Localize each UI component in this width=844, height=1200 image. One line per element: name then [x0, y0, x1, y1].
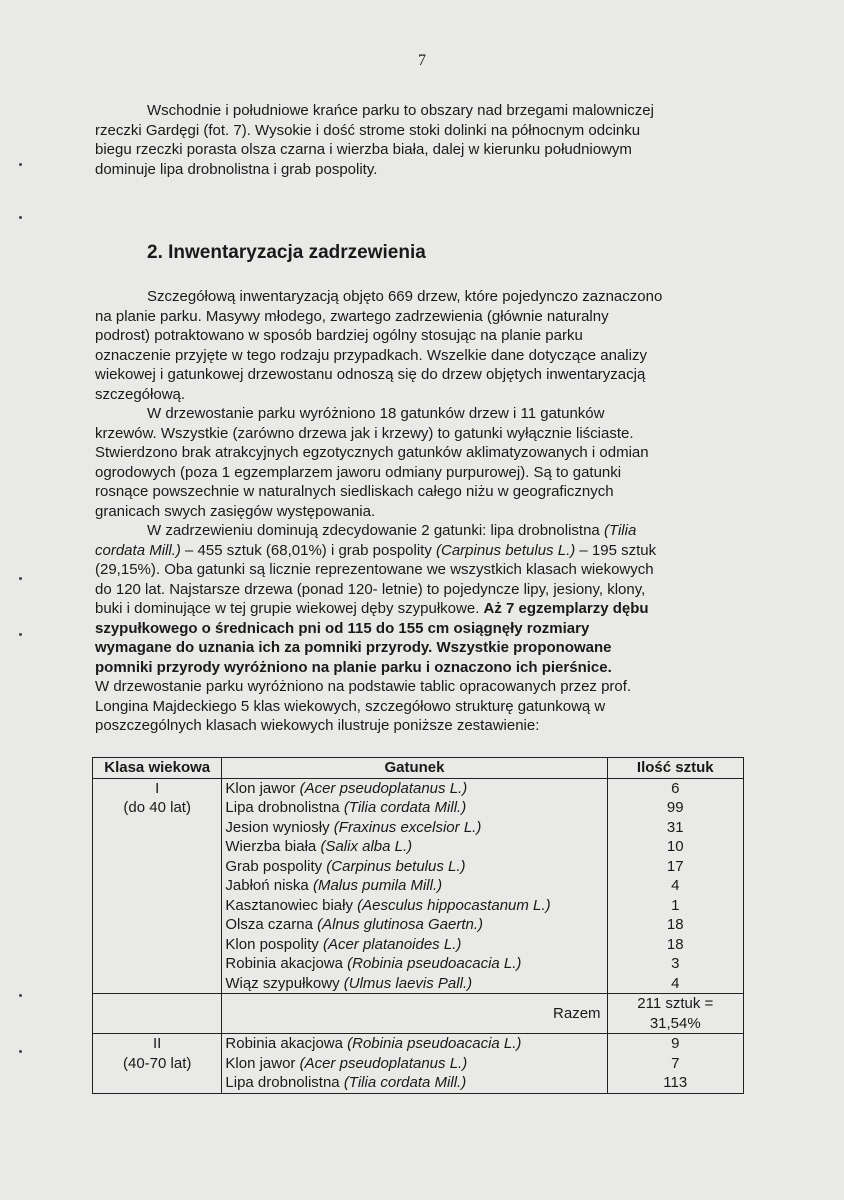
species-list-cell — [222, 1034, 607, 1094]
text-line: krzewów. Wszystkie (zarówno drzewa jak i krzewy) to gatunki wyłącznie liściaste. — [95, 424, 634, 442]
species-count: 17 — [666, 857, 684, 875]
age-class-range: (40-70 lat) — [123, 1054, 192, 1072]
species-entry — [225, 1073, 603, 1093]
text-line: W drzewostanie parku wyróżniono 18 gatunków drzew i 11 gatunków — [147, 405, 605, 422]
text-run: – 195 sztuk — [575, 541, 657, 559]
species-common-name: Jesion wyniosły — [225, 818, 334, 836]
text-line: do 120 lat. Najstarsze drzewa (ponad 120- letnie) to pojedyncze lipy, jesiony, klony, — [95, 580, 646, 598]
age-class-numeral: II — [153, 1035, 162, 1052]
species-latin-name: (Alnus glutinosa Gaertn.) — [317, 916, 484, 933]
species-latin-name: (Salix alba L.) — [320, 838, 413, 855]
species-common-name: Klon jawor — [225, 1054, 300, 1072]
column-header-age-class: Klasa wiekowa — [93, 758, 222, 779]
age-class-species-table — [92, 757, 744, 1094]
paragraph-species — [95, 404, 745, 521]
species-count: 18 — [666, 916, 684, 933]
species-entry — [225, 915, 603, 935]
text-run: buki i dominujące w tej grupie wiekowej dęby szypułkowe. — [95, 600, 484, 617]
total-count: 211 sztuk = — [637, 995, 714, 1012]
species-entry — [225, 876, 603, 896]
age-class-cell — [93, 778, 222, 994]
text-run: – 455 sztuk (68,01%) i grab pospolity — [180, 541, 436, 559]
text-line: W drzewostanie parku wyróżniono na podstawie tablic opracowanych przez prof. — [95, 678, 632, 695]
species-latin-name: (Acer pseudoplatanus L.) — [299, 1054, 468, 1072]
species-common-name: Robinia akacjowa — [225, 1035, 348, 1052]
species-common-name: Wiąz szypułkowy — [225, 974, 344, 992]
species-latin-name: (Robinia pseudoacacia L.) — [347, 955, 522, 972]
species-latin-name: (Tilia cordata Mill.) — [343, 1074, 467, 1091]
species-entry — [225, 1054, 603, 1074]
latin-name: (Tilia — [603, 522, 637, 539]
species-entry — [225, 974, 603, 994]
species-entry — [225, 857, 603, 877]
column-header-species: Gatunek — [222, 758, 607, 779]
species-common-name: Robinia akacjowa — [225, 955, 348, 972]
species-latin-name: (Aesculus hippocastanum L.) — [357, 896, 551, 914]
scan-dot — [19, 633, 22, 636]
page-number: 7 — [418, 52, 426, 69]
species-latin-name: (Fraxinus excelsior L.) — [333, 818, 482, 836]
species-count: 10 — [666, 838, 684, 855]
species-entry — [225, 837, 603, 857]
table-header-row — [93, 758, 744, 779]
species-entry — [225, 779, 603, 799]
paragraph-dominant-species — [95, 521, 745, 736]
species-common-name: Olsza czarna — [225, 916, 318, 933]
species-count: 99 — [666, 799, 684, 816]
text-line: granicach swych zasięgów występowania. — [95, 502, 376, 520]
species-count: 9 — [671, 1035, 680, 1052]
text-line: oznaczenie przyjęte w tego rodzaju przypadkach. Wszelkie dane dotyczące analizy — [95, 346, 647, 364]
table-row-class-1 — [93, 778, 744, 994]
species-latin-name: (Tilia cordata Mill.) — [343, 799, 467, 816]
species-common-name: Jabłoń niska — [225, 877, 313, 894]
species-count: 113 — [663, 1074, 688, 1091]
scan-dot — [19, 216, 22, 219]
table-row-total — [93, 994, 744, 1034]
species-latin-name: (Carpinus betulus L.) — [326, 857, 466, 875]
species-entry — [225, 1034, 603, 1054]
age-class-cell — [93, 1034, 222, 1094]
text-line: wiekowej i gatunkowej drzewostanu odnoszą się do drzew objętych inwentaryzacją — [95, 366, 646, 383]
species-latin-name: (Malus pumila Mill.) — [312, 877, 443, 894]
species-common-name: Kasztanowiec biały — [225, 896, 358, 914]
species-count: 31 — [666, 818, 684, 836]
species-common-name: Lipa drobnolistna — [225, 1074, 344, 1091]
species-entry — [225, 798, 603, 818]
text-line: Wschodnie i południowe krańce parku to obszary nad brzegami malowniczej — [147, 102, 654, 119]
text-line: rzeczki Gardęgi (fot. 7). Wysokie i dość strome stoki dolinki na północnym odcinku — [95, 121, 641, 139]
species-count: 6 — [671, 779, 680, 797]
species-count: 7 — [671, 1054, 680, 1072]
scan-dot — [19, 994, 22, 997]
text-line: podrost) potraktowano w sposób bardziej ogólny stosując na planie parku — [95, 327, 583, 344]
species-common-name: Klon pospolity — [225, 935, 323, 953]
text-run: W zadrzewieniu dominują zdecydowanie 2 gatunki: lipa drobnolistna — [147, 522, 604, 539]
latin-name: cordata Mill.) — [95, 541, 181, 559]
species-count: 4 — [671, 974, 680, 992]
count-list-cell — [607, 778, 743, 994]
scan-dot — [19, 1050, 22, 1053]
total-value — [607, 994, 743, 1034]
text-line: Stwierdzono brak atrakcyjnych egzotycznych gatunków aklimatyzowanych i odmian — [95, 444, 649, 461]
text-line: szczegółową. — [95, 385, 186, 403]
column-header-count: Ilość sztuk — [607, 758, 743, 779]
scan-dot — [19, 163, 22, 166]
species-count: 3 — [671, 955, 680, 972]
age-class-numeral: I — [155, 779, 160, 797]
total-label: Razem — [222, 994, 607, 1034]
scan-dot — [19, 577, 22, 580]
paragraph-inventory — [95, 287, 745, 404]
text-line: Szczegółową inwentaryzacją objęto 669 drzew, które pojedynczo zaznaczono — [147, 288, 663, 305]
bold-text: pomniki przyrody wyróżniono na planie parku i oznaczono ich pierśnice. — [95, 658, 612, 676]
bold-text: szypułkowego o średnicach pni od 115 do 155 cm osiągnęły rozmiary — [95, 619, 590, 637]
latin-name: (Carpinus betulus L.) — [436, 541, 576, 559]
text-line: (29,15%). Oba gatunki są licznie reprezentowane we wszystkich klasach wiekowych — [95, 561, 654, 578]
bold-text: wymagane do uznania ich za pomniki przyrody. Wszystkie proponowane — [95, 639, 612, 656]
age-class-range: (do 40 lat) — [123, 799, 191, 816]
species-common-name: Grab pospolity — [225, 857, 327, 875]
total-percent: 31,54% — [649, 1014, 701, 1032]
text-line: poszczególnych klasach wiekowych ilustruje poniższe zestawienie: — [95, 717, 540, 734]
species-entry — [225, 818, 603, 838]
species-common-name: Lipa drobnolistna — [225, 799, 344, 816]
text-line: ogrodowych (poza 1 egzemplarzem jaworu odmiany purpurowej). Są to gatunki — [95, 463, 622, 481]
species-entry — [225, 954, 603, 974]
species-latin-name: (Ulmus laevis Pall.) — [343, 974, 473, 992]
text-line: dominuje lipa drobnolistna i grab pospolity. — [95, 160, 378, 178]
species-count: 4 — [671, 877, 680, 894]
species-latin-name: (Acer platanoides L.) — [322, 935, 462, 953]
species-entry — [225, 935, 603, 955]
count-list-cell — [607, 1034, 743, 1094]
species-latin-name: (Acer pseudoplatanus L.) — [299, 779, 468, 797]
species-count: 1 — [671, 896, 680, 914]
table-row-class-2 — [93, 1034, 744, 1094]
species-list-cell — [222, 778, 607, 994]
text-line: Longina Majdeckiego 5 klas wiekowych, szczegółowo strukturę gatunkową w — [95, 697, 606, 715]
intro-paragraph — [95, 101, 745, 179]
bold-text: Aż 7 egzemplarzy dębu — [483, 600, 649, 617]
text-line: biegu rzeczki porasta olsza czarna i wierzba biała, dalej w kierunku południowym — [95, 141, 632, 158]
section-heading: 2. Inwentaryzacja zadrzewienia — [147, 242, 426, 263]
species-latin-name: (Robinia pseudoacacia L.) — [347, 1035, 522, 1052]
text-line: na planie parku. Masywy młodego, zwartego zadrzewienia (głównie naturalny — [95, 307, 609, 325]
empty-cell — [93, 994, 222, 1034]
species-count: 18 — [666, 935, 684, 953]
text-line: rosnące powszechnie w naturalnych siedliskach całego niżu w geograficznych — [95, 483, 614, 500]
species-common-name: Klon jawor — [225, 779, 300, 797]
species-entry — [225, 896, 603, 916]
species-common-name: Wierzba biała — [225, 838, 321, 855]
